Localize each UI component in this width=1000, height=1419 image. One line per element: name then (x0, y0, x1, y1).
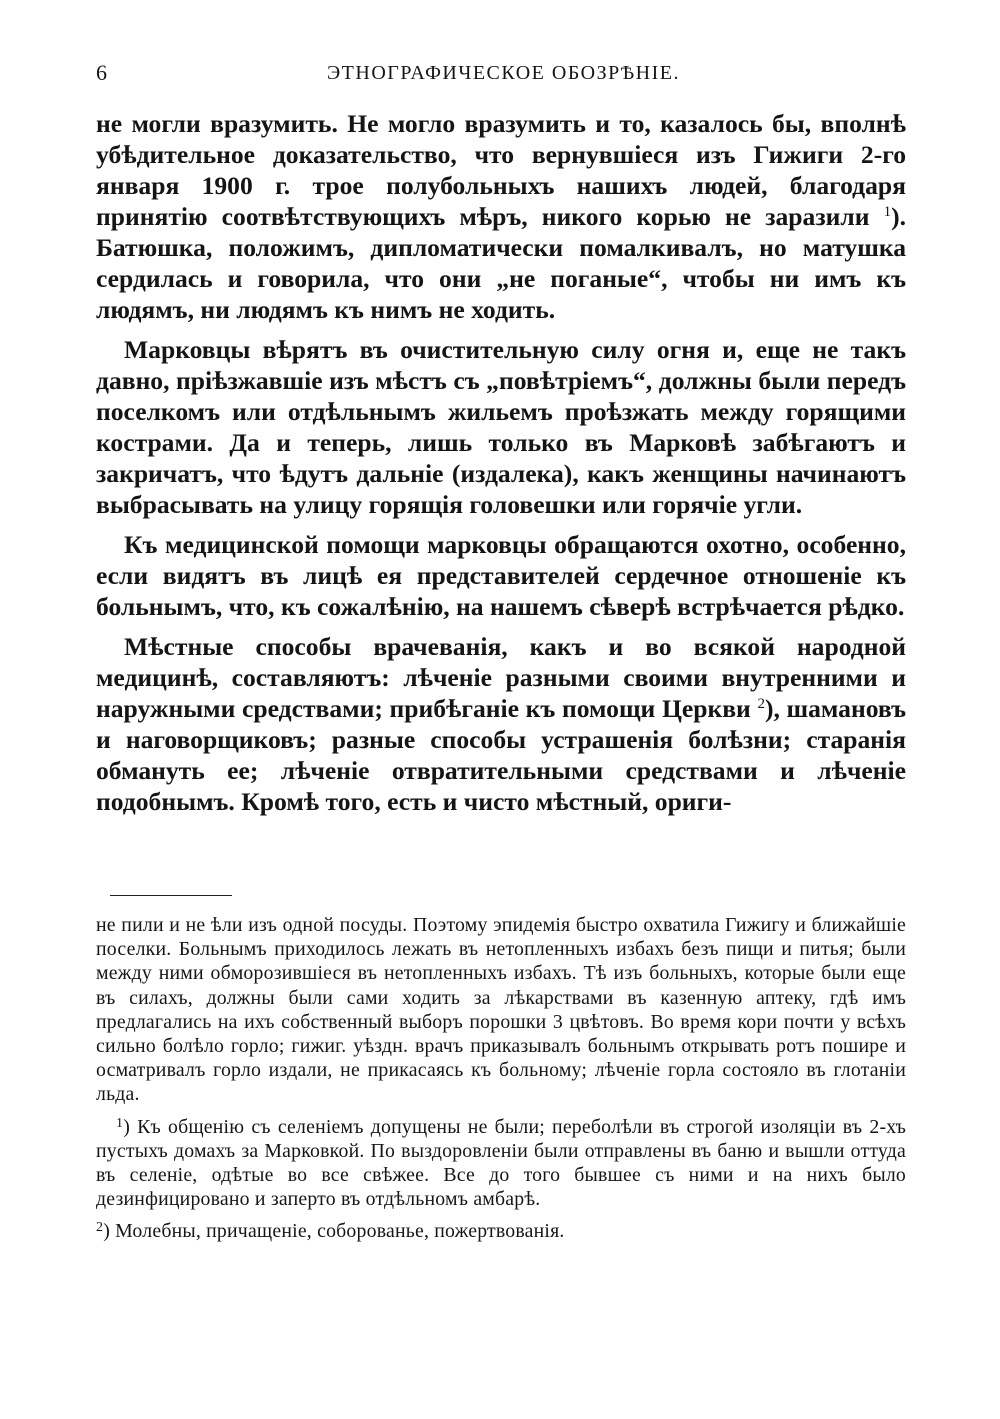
paragraph-4-text: Мѣстные способы врачеванія, какъ и во всякой народной медицинѣ, составляютъ: лѣченіе разными своими внутренними и наружными средствами; прибѣганіе къ помощи Церкви (96, 632, 906, 723)
footnote-ref-2: 2 (757, 696, 765, 712)
paragraph-1-text: не могли вразумить. Не могло вразумить и то, казалось бы, вполнѣ убѣдительное доказательство, что вернувшіеся изъ Гижиги 2-го января 1900 г. трое полубольныхъ нашихъ людей, благодаря принятію соотвѣтствующихъ мѣръ, никого корью не заразили (96, 109, 906, 231)
paragraph-2: Марковцы вѣрятъ въ очистительную силу огня и, еще не такъ давно, пріѣзжавшіе изъ мѣстъ съ „повѣтріемъ“, должны были передъ поселкомъ или отдѣльнымъ жильемъ проѣзжать между горящими кострами. Да и теперь, лишь только въ Марковѣ забѣгаютъ и закричатъ, что ѣдутъ дальніе (издалека), какъ женщины начинаютъ выбрасывать на улицу горящія головешки или горячіе угли. (96, 335, 906, 519)
paragraph-1 (96, 108, 906, 325)
running-title: ЭТНОГРАФИЧЕСКОЕ ОБОЗРѢНІЕ. (326, 62, 681, 84)
footnote-2-mark: 2 (96, 1220, 104, 1236)
page-number: 6 (96, 60, 108, 85)
footnote-ref-1: 1 (883, 204, 892, 220)
paragraph-4-text-cont: ), шамановъ и наговорщиковъ; разные способы устрашенія болѣзни; старанія обмануть ее; лѣченіе отвратительными средствами и лѣченіе подобнымъ. Кромѣ того, есть и чисто мѣстный, ориги- (96, 694, 906, 816)
page-header (96, 60, 911, 88)
footnotes (96, 913, 906, 1252)
footnote-divider (110, 895, 232, 896)
footnote-1 (96, 1115, 906, 1212)
footnote-2-text: ) Молебны, причащеніе, соборованье, пожертвованія. (103, 1220, 565, 1243)
footnote-1-mark: 1 (116, 1115, 124, 1131)
footnote-2 (96, 1219, 906, 1243)
main-text (96, 108, 906, 826)
footnote-continuation: не пили и не ѣли изъ одной посуды. Поэтому эпидемія быстро охватила Гижигу и ближайшіе поселки. Больнымъ приходилось лежать въ нетопленныхъ избахъ безъ пищи и питья; были между ними обморозившіеся въ нетопленныхъ избахъ. Тѣ изъ больныхъ, которые были еще въ силахъ, должны были сами ходить за лѣкарствами въ казенную аптеку, гдѣ имъ предлагались на ихъ собственный выборъ порошки 3 цвѣтовъ. Во время кори почти у всѣхъ сильно болѣло горло; гижиг. уѣздн. врачъ приказывалъ больнымъ открывать ротъ пошире и осматривалъ горло издали, не прикасаясь къ больному; лѣченіе горла состояло въ глотаніи льда. (96, 914, 906, 1106)
footnote-1-text: ) Къ общенію съ селеніемъ допущены не были; переболѣли въ строгой изоляціи въ 2-хъ пустыхъ домахъ за Марковкой. По выздоровленіи были отправлены въ баню и вышли оттуда въ селеніе, одѣтые во все свѣжее. Все до того бывшее съ ними и на нихъ было дезинфицировано и заперто въ отдѣльномъ амбарѣ. (96, 1115, 906, 1211)
paragraph-3: Къ медицинской помощи марковцы обращаются охотно, особенно, если видятъ въ лицѣ ея представителей сердечное отношеніе къ больнымъ, что, къ сожалѣнію, на нашемъ сѣверѣ встрѣчается рѣдко. (96, 530, 906, 621)
paragraph-1-text-cont: ). Батюшка, положимъ, дипломатически помалкивалъ, но матушка сердилась и говорила, что они „не поганые“, чтобы ни имъ къ людямъ, ни людямъ къ нимъ не ходить. (96, 202, 906, 324)
paragraph-4 (96, 631, 906, 817)
